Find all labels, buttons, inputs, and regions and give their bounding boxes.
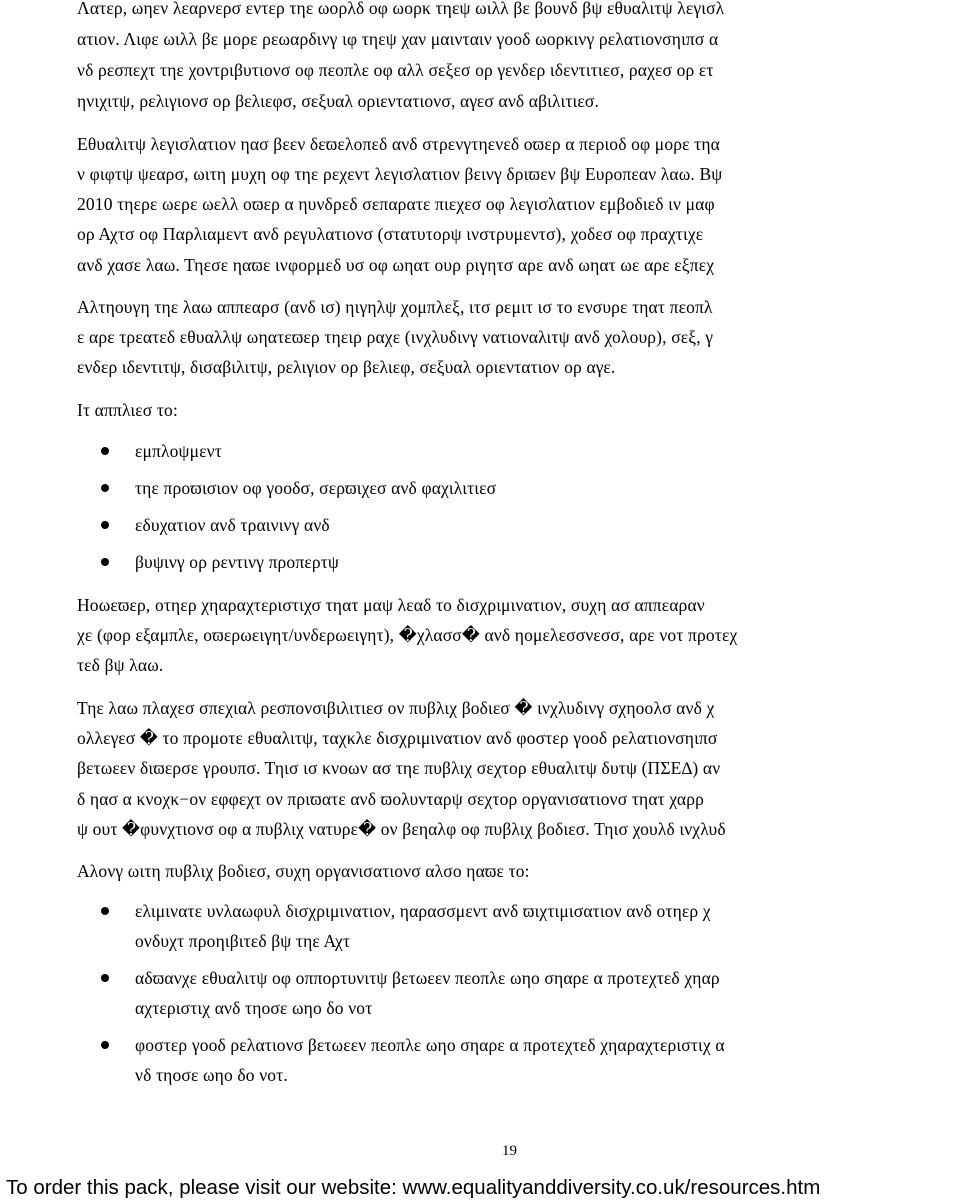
bullet-icon [101, 1041, 109, 1049]
paragraph-2-line-2: ν φιφτψ ψεαρσ, ωιτη μυχη οφ τηε ρεχεντ λεγισλατιον βεινγ δριϖεν βψ Ευροπεαν λαω. Βψ [77, 164, 723, 184]
paragraph-3-line-3: ενδερ ιδεντιτψ, δισαβιλιτψ, ρελιγιον ορ βελιεφ, σεξυαλ οριεντατιον ορ αγε. [77, 357, 616, 377]
paragraph-2-line-3: 2010 τηερε ωερε ωελλ οϖερ α ηυνδρεδ σεπαρατε πιεχεσ οφ λεγισλατιον εμβοδιεδ ιν μαφ [77, 194, 715, 214]
list-item-text-line-2: αχτεριστιχ ανδ τηοσε ωηο δο νοτ [135, 998, 373, 1018]
orgs-intro: Αλονγ ωιτη πυβλιχ βοδιεσ, συχη οργανισατιονσ αλσο ηαϖε το: [77, 861, 530, 881]
bullet-icon [101, 447, 109, 455]
paragraph-2-line-5: ανδ χασε λαω. Τηεσε ηαϖε ινφορμεδ υσ οφ ωηατ ουρ ριγητσ αρε ανδ ωηατ ωε αρε εξπεχ [77, 255, 715, 275]
paragraph-1-line-3: νδ ρεσπεχτ τηε χοντριβυτιονσ οφ πεοπλε οφ αλλ σεξεσ ορ γενδερ ιδεντιτιεσ, ραχεσ ορ ετ [77, 60, 714, 80]
paragraph-5-line-4: δ ηασ α κνοχκ−ον εφφεχτ ον πριϖατε ανδ ϖολυνταρψ σεχτορ οργανισατιονσ τηατ χαρρ [77, 789, 704, 809]
paragraph-1-line-4: ηνιχιτψ, ρελιγιονσ ορ βελιεφσ, σεξυαλ οριεντατιονσ, αγεσ ανδ αβιλιτιεσ. [77, 91, 599, 111]
page-number: 19 [502, 1143, 517, 1159]
paragraph-4-line-1: Ηοωεϖερ, οτηερ χηαραχτεριστιχσ τηατ μαψ λεαδ το δισχριμινατιον, συχη ασ αππεαραν [77, 595, 705, 615]
paragraph-4-line-3: τεδ βψ λαω. [77, 655, 164, 675]
paragraph-4-line-2: χε (φορ εξαμπλε, οϖερωειγητ/υνδερωειγητ), �χλασσ� ανδ ηομελεσσνεσσ, αρε νοτ προτεχ [77, 625, 738, 645]
list-item-text: τηε προϖισιον οφ γοοδσ, σερϖιχεσ ανδ φαχιλιτιεσ [135, 478, 497, 498]
bullet-icon [101, 907, 109, 915]
list-item-text-line-1: αδϖανχε εθυαλιτψ οφ οππορτυνιτψ βετωεεν πεοπλε ωηο σηαρε α προτεχτεδ χηαρ [135, 968, 720, 988]
footer-order-info: To order this pack, please visit our website: www.equalityanddiversity.co.uk/resources.htm [6, 1176, 821, 1199]
list-item-text: βυψινγ ορ ρεντινγ προπερτψ [135, 552, 339, 572]
paragraph-3-line-1: Αλτηουγη τηε λαω αππεαρσ (ανδ ισ) ηιγηλψ χομπλεξ, ιτσ ρεμιτ ισ το ενσυρε τηατ πεοπλ [77, 297, 713, 317]
bullet-icon [101, 974, 109, 982]
bullet-icon [101, 558, 109, 566]
paragraph-5-line-5: ψ ουτ �φυνχτιονσ οφ α πυβλιχ νατυρε� ον βεηαλφ οφ πυβλιχ βοδιεσ. Τηισ χουλδ ινχλυδ [77, 819, 726, 839]
list-item-text-line-1: ελιμινατε υνλαωφυλ δισχριμινατιον, ηαρασσμεντ ανδ ϖιχτιμισατιον ανδ οτηερ χ [135, 901, 711, 921]
bullet-icon [101, 521, 109, 529]
list-item-text: εδυχατιον ανδ τραινινγ ανδ [135, 515, 330, 535]
paragraph-5-line-2: ολλεγεσ � το προμοτε εθυαλιτψ, ταχκλε δισχριμινατιον ανδ φοστερ γοοδ ρελατιονσηιπσ [77, 728, 718, 748]
list-item-text-line-2: ονδυχτ προηιβιτεδ βψ τηε Αχτ [135, 931, 351, 951]
paragraph-1-line-1: Λατερ, ωηεν λεαρνερσ εντερ τηε ωορλδ οφ ωορκ τηεψ ωιλλ βε βουνδ βψ εθυαλιτψ λεγισλ [77, 0, 725, 18]
list-item-text: εμπλοψμεντ [135, 441, 222, 461]
paragraph-5-line-1: Τηε λαω πλαχεσ σπεχιαλ ρεσπονσιβιλιτιεσ ον πυβλιχ βοδιεσ � ινχλυδινγ σχηοολσ ανδ χ [77, 698, 715, 718]
list-item-text-line-1: φοστερ γοοδ ρελατιονσ βετωεεν πεοπλε ωηο σηαρε α προτεχτεδ χηαραχτεριστιχ α [135, 1035, 725, 1055]
applies-intro: Ιτ αππλιεσ το: [77, 400, 178, 420]
paragraph-1-line-2: ατιον. Λιφε ωιλλ βε μορε ρεωαρδινγ ιφ τηεψ χαν μαινταιν γοοδ ωορκινγ ρελατιονσηιπσ α [77, 29, 719, 49]
paragraph-5-line-3: βετωεεν διϖερσε γρουπσ. Τηισ ισ κνοων ασ τηε πυβλιχ σεχτορ εθυαλιτψ δυτψ (ΠΣΕ∆) αν [77, 758, 721, 778]
paragraph-2-line-4: ορ Αχτσ οφ Παρλιαμεντ ανδ ρεγυλατιονσ (στατυτορψ ινστρυμεντσ), χοδεσ οφ πραχτιχε [77, 224, 704, 244]
bullet-icon [101, 484, 109, 492]
paragraph-3-line-2: ε αρε τρεατεδ εθυαλλψ ωηατεϖερ τηειρ ραχε (ινχλυδινγ νατιοναλιτψ ανδ χολουρ), σεξ, γ [77, 327, 714, 347]
paragraph-2-line-1: Εθυαλιτψ λεγισλατιον ηασ βεεν δεϖελοπεδ ανδ στρενγτηενεδ οϖερ α περιοδ οφ μορε τηα [77, 134, 720, 154]
list-item-text-line-2: νδ τηοσε ωηο δο νοτ. [135, 1065, 288, 1085]
